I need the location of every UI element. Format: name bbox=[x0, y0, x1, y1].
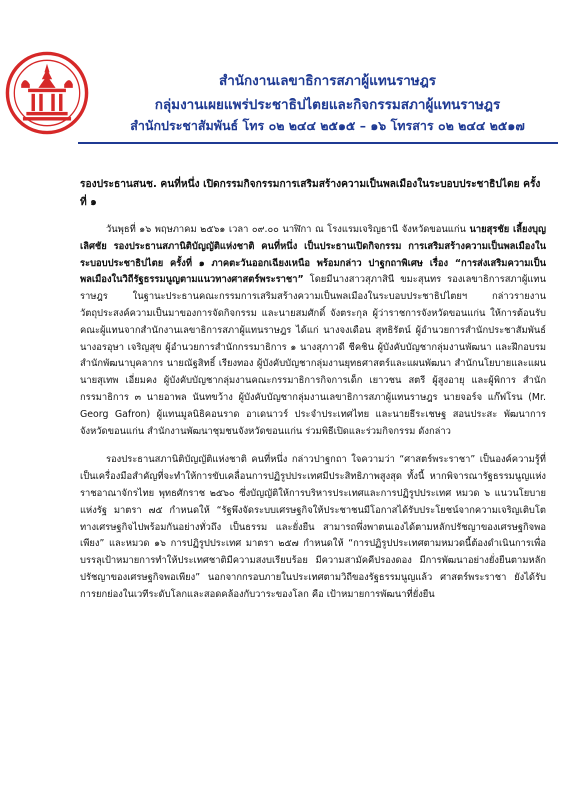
article-body bbox=[80, 176, 546, 604]
paragraph-1-rest: โดยมีนางสาวสุภาสินี ขมะสุนทร รองเลขาธิการสภาผู้แทนราษฎร ในฐานะประธานคณะกรรมการเสริมสร้างความเป็นพลเมืองในระบอบประชาธิปไตยฯ กล่าวรายงานวัตถุประสงค์ความเป็นมาของการจัดกิจกรรม และนายสมศักดิ์ จังตระกุล ผู้ว่าราชการจังหวัดขอนแก่น ให้การต้อนรับ คณะผู้แทนจากสำนักงานเลขาธิการสภาผู้แทนราษฎร ได้แก่ นางจงเดือน สุทธิรัตน์ ผู้อำนวยการสำนักประชาสัมพันธ์ นางอรอุษา เจริญสุข ผู้อำนวยการสำนักกรรมาธิการ ๑ นางสุภาวดี ชีคชิน ผู้บังคับบัญชากลุ่มงานพัฒนา และฝึกอบรม สำนักพัฒนาบุคลากร นายณัฐสิทธิ์ เรียงทอง ผู้บังคับบัญชากลุ่มงานยุทธศาสตร์และแผนพัฒนา สำนักนโยบายและแผน นายสุเทพ เอี่ยมคง ผู้บังคับบัญชากลุ่มงานคณะกรรมาธิการกิจการเด็ก เยาวชน สตรี ผู้สูงอายุ และผู้พิการ สำนักกรรมาธิการ ๓ นายอาพล นันทขว้าง ผู้บังคับบัญชากลุ่มงานเลขาธิการสภาผู้แทนราษฎร นายจอร์จ แก๊ฟโรน (Mr. Georg Gafron) ผู้แทนมูลนิธิคอนราด อาเดนาวร์ ประจำประเทศไทย และนายธีระเชษฐ สอนประสะ พัฒนาการจังหวัดขอนแก่น สำนักงานพัฒนาชุมชนจังหวัดขอนแก่น ร่วมพิธีเปิดและร่วมกิจกรรม ดังกล่าว bbox=[80, 274, 546, 437]
parliament-seal-icon bbox=[4, 50, 90, 136]
paragraph-2: รองประธานสภานิติบัญญัติแห่งชาติ คนที่หนึ่ง กล่าวปาฐกถา ใจความว่า “ศาสตร์พระราชา” เป็นองค์ความรู้ที่เป็นเครื่องมือสำคัญที่จะทำให้การขับเคลื่อนการปฏิรูปประเทศมีประสิทธิภาพสูงสุด ทั้งนี้ หากพิจารณารัฐธรรมนูญแห่งราชอาณาจักรไทย พุทธศักราช ๒๕๖๐ ซึ่งบัญญัติให้การบริหารประเทศและการปฏิรูปประเทศ หมวด ๖ แนวนโยบายแห่งรัฐ มาตรา ๗๕ กำหนดให้ “รัฐพึงจัดระบบเศรษฐกิจให้ประชาชนมีโอกาสได้รับประโยชน์จากความเจริญเติบโตทางเศรษฐกิจไปพร้อมกันอย่างทั่วถึง เป็นธรรม และยั่งยืน สามารถพึ่งพาตนเองได้ตามหลักปรัชญาของเศรษฐกิจพอเพียง” และหมวด ๑๖ การปฏิรูปประเทศ มาตรา ๒๕๗ กำหนดให้ “การปฏิรูปประเทศตามหมวดนี้ต้องดำเนินการเพื่อบรรลุเป้าหมายการทำให้ประเทศชาติมีความสงบเรียบร้อย มีความสามัคคีปรองดอง มีการพัฒนาอย่างยั่งยืนตามหลักปรัชญาของเศรษฐกิจพอเพียง” นอกจากกรอบภายในประเทศตามวิถีของรัฐธรรมนูญแล้ว ศาสตร์พระราชา ยังได้รับการยกย่องในเวทีระดับโลกและสอดคล้องกับวาระของโลก คือ เป้าหมายการพัฒนาที่ยั่งยืน bbox=[80, 454, 546, 600]
department-name: กลุ่มงานเผยแพร่ประชาธิปไตยและกิจกรรมสภาผู้แทนราษฎร bbox=[154, 97, 501, 113]
paragraph-1-bold: นายสุรชัย เลี้ยงบุญเลิศชัย รองประธานสภานิติบัญญัติแห่งชาติ คนที่หนึ่ง เป็นประธานเปิดกิจกรรม การเสริมสร้างความเป็นพลเมืองในระบอบประชาธิปไตย ครั้งที่ ๑ ภาคตะวันออกเฉียงเหนือ พร้อมกล่าว ปาฐกถาพิเศษ เรื่อง “การส่งเสริมความเป็นพลเมืองในวิถีรัฐธรรมนูญตามแนวทางศาสตร์พระราชา” bbox=[80, 224, 546, 286]
paragraph-1-lead: วันพุธที่ ๑๖ พฤษภาคม ๒๕๖๑ เวลา ๐๙.๐๐ นาฬิกา ณ โรงแรมเจริญธานี จังหวัดขอนแก่น bbox=[106, 224, 466, 235]
header-divider bbox=[78, 142, 558, 144]
org-name: สำนักงานเลขาธิการสภาผู้แทนราษฎร bbox=[218, 73, 437, 89]
paragraph-1 bbox=[80, 222, 546, 440]
article-headline: รองประธานสนช. คนที่หนึ่ง เปิดกรรมกิจกรรมการเสริมสร้างความเป็นพลเมืองในระบอบประชาธิปไตย ครั้งที่ ๑ bbox=[80, 179, 541, 208]
press-release-header bbox=[0, 0, 563, 140]
contact-line: สำนักประชาสัมพันธ์ โทร ๐๒ ๒๔๔ ๒๕๑๕ – ๑๖ โทรสาร ๐๒ ๒๔๔ ๒๕๑๗ bbox=[130, 118, 525, 133]
paragraph-gap bbox=[80, 440, 546, 452]
